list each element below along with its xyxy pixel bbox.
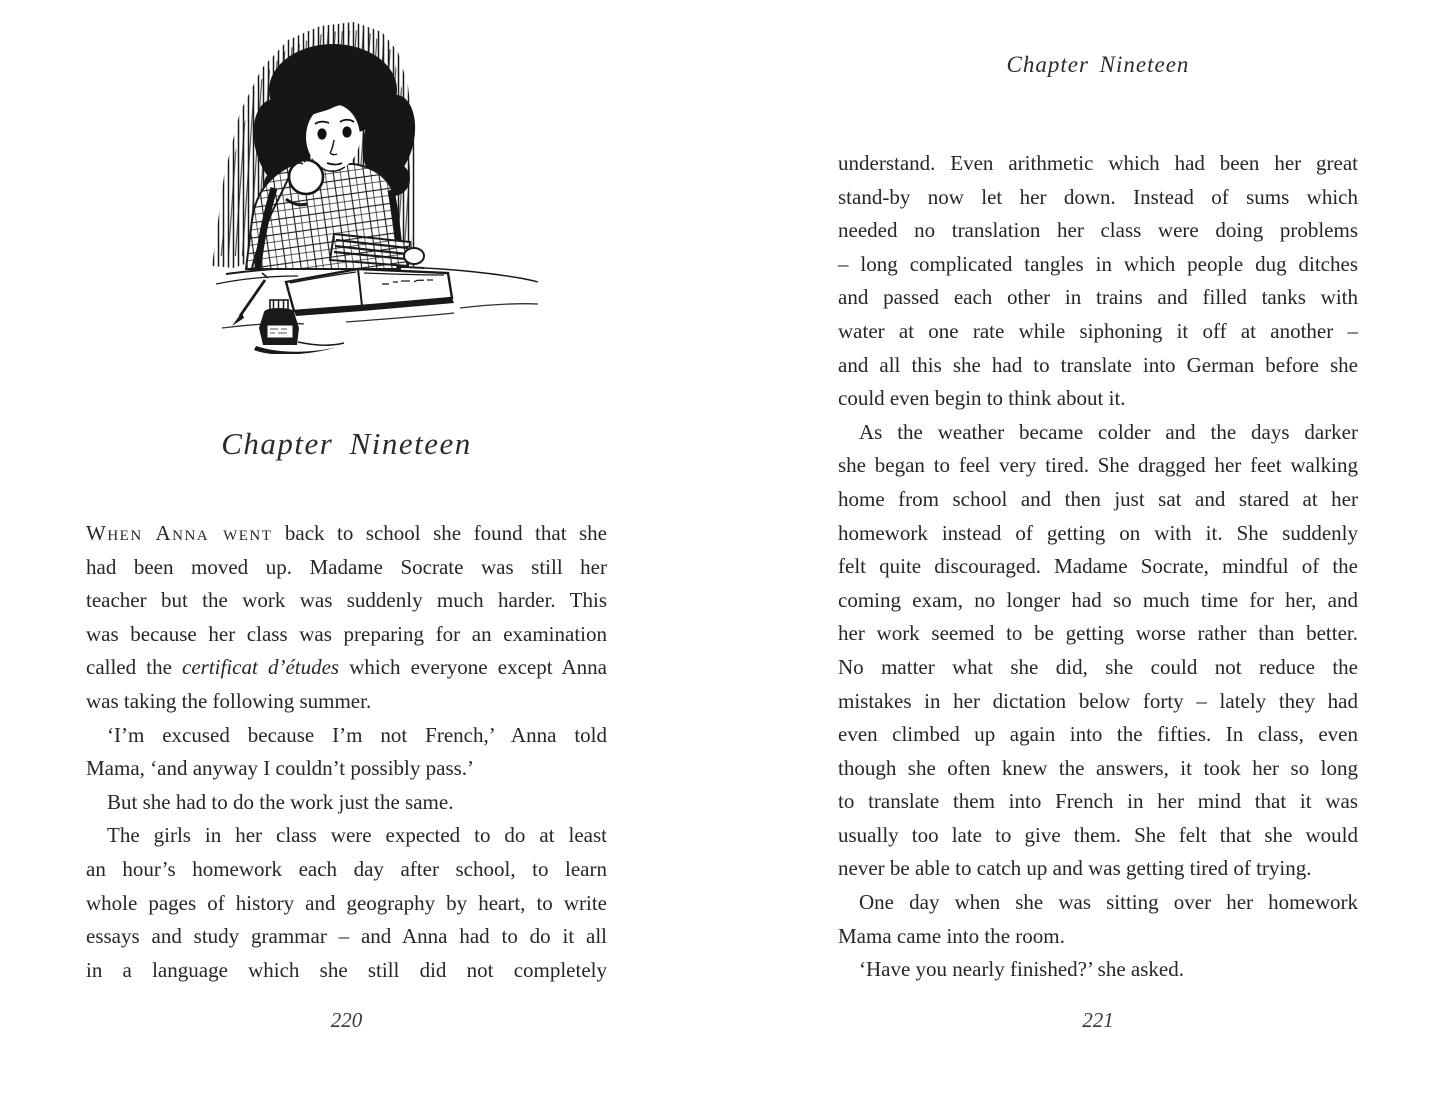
- text-line: [838, 449, 1358, 483]
- text-line: [838, 852, 1358, 886]
- text-segment: mistakes in her dictation below forty – lately they had: [838, 688, 1358, 713]
- text-segment: her work seemed to be getting worse rather than better.: [838, 621, 1358, 646]
- page-right: [838, 0, 1358, 1109]
- text-line: [838, 685, 1358, 719]
- text-segment: But she had to do the work just the same.: [107, 789, 454, 814]
- text-line: [838, 483, 1358, 517]
- text-line: [838, 349, 1358, 383]
- text-segment: teacher but the work was suddenly much harder. This: [86, 588, 607, 613]
- text-segment: No matter what she did, she could not reduce the: [838, 654, 1358, 679]
- text-segment: was because her class was preparing for an examination: [86, 621, 607, 646]
- text-line: [86, 853, 607, 887]
- text-segment: to translate them into French in her mind that it was: [838, 789, 1358, 814]
- page-left: [86, 0, 607, 1109]
- text-line: [86, 954, 607, 988]
- text-line: [838, 147, 1358, 181]
- text-segment: water at one rate while siphoning it off at another –: [838, 318, 1358, 343]
- chapter-title: Chapter Nineteen: [221, 426, 472, 461]
- text-line: [86, 517, 607, 551]
- text-line: [838, 617, 1358, 651]
- text-line: [838, 920, 1358, 954]
- text-line: [838, 517, 1358, 551]
- right-page-body-text: [838, 147, 1358, 987]
- text-line: [86, 887, 607, 921]
- text-segment: which everyone except Anna: [339, 655, 607, 680]
- text-line: [838, 819, 1358, 853]
- text-segment: and all this she had to translate into German before she: [838, 352, 1358, 377]
- text-line: [838, 886, 1358, 920]
- text-line: [86, 819, 607, 853]
- left-eye: [317, 128, 326, 139]
- text-line: [86, 752, 607, 786]
- text-segment: As the weather became colder and the days darker: [859, 419, 1358, 444]
- text-segment: Mama came into the room.: [838, 923, 1065, 948]
- text-segment: stand-by now let her down. Instead of sums which: [838, 184, 1358, 209]
- text-segment: needed no translation her class were doing problems: [838, 218, 1358, 243]
- text-segment: called the: [86, 655, 183, 680]
- text-segment: felt quite discouraged. Madame Socrate, mindful of the: [838, 554, 1358, 579]
- text-line: [86, 719, 607, 753]
- text-line: [86, 786, 607, 820]
- text-segment: usually too late to give them. She felt that she would: [838, 822, 1358, 847]
- text-segment: back to school she found that she: [272, 521, 608, 545]
- text-segment: One day when she was sitting over her homework: [859, 890, 1358, 915]
- text-segment: ‘Have you nearly finished?’ she asked.: [859, 957, 1184, 982]
- text-segment: coming exam, no longer had so much time for her, and: [838, 587, 1358, 612]
- text-segment: homework instead of getting on with it. She suddenly: [838, 520, 1358, 545]
- text-segment: in a language which she still did not completely: [86, 957, 607, 982]
- open-book: [286, 269, 454, 316]
- italic-text: certificat d’études: [182, 655, 340, 680]
- text-line: [86, 685, 607, 719]
- text-line: [838, 382, 1358, 416]
- text-segment: though she often knew the answers, it took her so long: [838, 755, 1358, 780]
- text-segment: – long complicated tangles in which people dug ditches: [838, 251, 1358, 276]
- text-line: [838, 248, 1358, 282]
- text-line: [838, 785, 1358, 819]
- text-line: [838, 953, 1358, 987]
- text-line: [86, 584, 607, 618]
- text-line: [838, 181, 1358, 215]
- text-line: [838, 752, 1358, 786]
- right-eye: [342, 126, 351, 137]
- illustration-canvas: [186, 16, 566, 354]
- text-line: [838, 584, 1358, 618]
- page-number-right: 221: [1082, 1008, 1114, 1032]
- text-segment: never be able to catch up and was getting tired of trying.: [838, 856, 1312, 881]
- text-line: [838, 550, 1358, 584]
- girl-at-desk-illustration: [186, 16, 566, 354]
- text-line: [86, 618, 607, 652]
- page-number-left: 220: [330, 1008, 363, 1032]
- text-segment: an hour’s homework each day after school, to learn: [86, 856, 607, 881]
- left-page-body-text: [86, 517, 607, 987]
- text-line: [838, 416, 1358, 450]
- text-line: [838, 718, 1358, 752]
- text-segment: and passed each other in trains and filled tanks with: [838, 285, 1358, 310]
- text-line: [838, 281, 1358, 315]
- text-line: [86, 551, 607, 585]
- text-line: [838, 214, 1358, 248]
- text-segment: whole pages of history and geography by heart, to write: [86, 890, 607, 915]
- text-segment: understand. Even arithmetic which had been her great: [838, 151, 1358, 175]
- text-line: [86, 651, 607, 685]
- text-segment: home from school and then just sat and stared at her: [838, 486, 1358, 511]
- text-segment: even climbed up again into the fifties. In class, even: [838, 722, 1358, 747]
- text-segment: she began to feel very tired. She dragged her feet walking: [838, 453, 1358, 478]
- running-head: Chapter Nineteen: [1006, 52, 1190, 77]
- text-segment: could even begin to think about it.: [838, 386, 1126, 411]
- text-line: [86, 920, 607, 954]
- text-segment: Mama, ‘and anyway I couldn’t possibly pass.’: [86, 756, 475, 781]
- text-segment: essays and study grammar – and Anna had to do it all: [86, 924, 607, 949]
- text-line: [838, 315, 1358, 349]
- text-segment: ‘I’m excused because I’m not French,’ Anna told: [107, 722, 607, 747]
- smallcaps-text: When Anna went: [86, 521, 273, 545]
- text-segment: was taking the following summer.: [86, 688, 372, 713]
- resting-hand: [404, 248, 424, 264]
- ink-bottle-label: [267, 325, 293, 338]
- text-segment: The girls in her class were expected to do at least: [107, 823, 607, 848]
- text-line: [838, 651, 1358, 685]
- text-segment: had been moved up. Madame Socrate was still her: [86, 554, 607, 579]
